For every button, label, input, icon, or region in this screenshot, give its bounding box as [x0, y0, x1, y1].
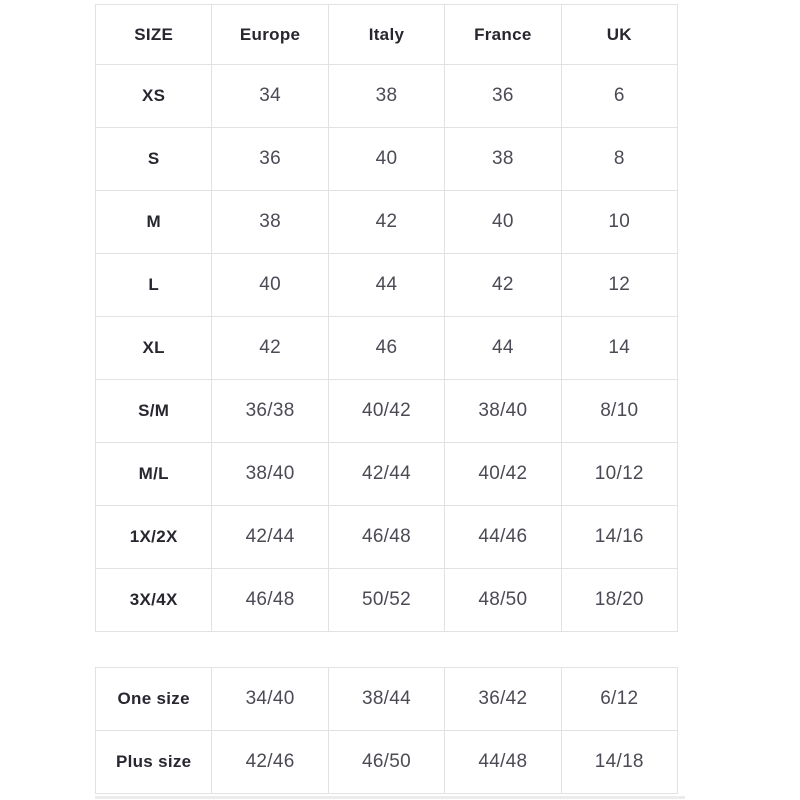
table-row-1x2x	[96, 506, 678, 569]
uk-cell: 10/12	[561, 443, 677, 506]
france-cell: 40	[445, 191, 561, 254]
size-conversion-table	[95, 4, 678, 632]
france-cell: 40/42	[445, 443, 561, 506]
europe-cell: 34/40	[212, 668, 328, 731]
row-label-cell: S	[96, 128, 212, 191]
europe-cell: 36	[212, 128, 328, 191]
col-header-france: France	[445, 5, 561, 65]
row-label-cell: XS	[96, 65, 212, 128]
special-sizes-table	[95, 667, 678, 794]
row-label-cell: 1X/2X	[96, 506, 212, 569]
france-cell: 36	[445, 65, 561, 128]
table-row-ml	[96, 443, 678, 506]
uk-cell: 10	[561, 191, 677, 254]
italy-cell: 38	[328, 65, 444, 128]
table-row-s	[96, 128, 678, 191]
table-row-plus-size	[96, 731, 678, 794]
italy-cell: 46	[328, 317, 444, 380]
uk-cell: 8/10	[561, 380, 677, 443]
france-cell: 36/42	[445, 668, 561, 731]
europe-cell: 38	[212, 191, 328, 254]
europe-cell: 36/38	[212, 380, 328, 443]
row-label-cell: M/L	[96, 443, 212, 506]
table-row-xs	[96, 65, 678, 128]
scroll-track	[95, 796, 685, 799]
europe-cell: 34	[212, 65, 328, 128]
row-label-cell: L	[96, 254, 212, 317]
france-cell: 48/50	[445, 569, 561, 632]
header-row	[96, 5, 678, 65]
uk-cell: 8	[561, 128, 677, 191]
europe-cell: 42/44	[212, 506, 328, 569]
france-cell: 44/48	[445, 731, 561, 794]
italy-cell: 42/44	[328, 443, 444, 506]
europe-cell: 42/46	[212, 731, 328, 794]
col-header-europe: Europe	[212, 5, 328, 65]
europe-cell: 38/40	[212, 443, 328, 506]
table-row-one-size	[96, 668, 678, 731]
row-label-cell: M	[96, 191, 212, 254]
table-row-sm	[96, 380, 678, 443]
row-label-cell: S/M	[96, 380, 212, 443]
row-label-cell: One size	[96, 668, 212, 731]
uk-cell: 12	[561, 254, 677, 317]
table-row-l	[96, 254, 678, 317]
row-label-cell: XL	[96, 317, 212, 380]
uk-cell: 14/18	[561, 731, 677, 794]
italy-cell: 40	[328, 128, 444, 191]
france-cell: 38/40	[445, 380, 561, 443]
uk-cell: 18/20	[561, 569, 677, 632]
europe-cell: 46/48	[212, 569, 328, 632]
italy-cell: 38/44	[328, 668, 444, 731]
italy-cell: 46/48	[328, 506, 444, 569]
col-header-size: SIZE	[96, 5, 212, 65]
europe-cell: 40	[212, 254, 328, 317]
col-header-uk: UK	[561, 5, 677, 65]
uk-cell: 14	[561, 317, 677, 380]
france-cell: 44	[445, 317, 561, 380]
italy-cell: 46/50	[328, 731, 444, 794]
france-cell: 38	[445, 128, 561, 191]
table-row-m	[96, 191, 678, 254]
italy-cell: 44	[328, 254, 444, 317]
france-cell: 44/46	[445, 506, 561, 569]
row-label-cell: Plus size	[96, 731, 212, 794]
italy-cell: 50/52	[328, 569, 444, 632]
table-row-xl	[96, 317, 678, 380]
europe-cell: 42	[212, 317, 328, 380]
col-header-italy: Italy	[328, 5, 444, 65]
uk-cell: 14/16	[561, 506, 677, 569]
row-label-cell: 3X/4X	[96, 569, 212, 632]
uk-cell: 6	[561, 65, 677, 128]
france-cell: 42	[445, 254, 561, 317]
table-row-3x4x	[96, 569, 678, 632]
italy-cell: 40/42	[328, 380, 444, 443]
italy-cell: 42	[328, 191, 444, 254]
uk-cell: 6/12	[561, 668, 677, 731]
